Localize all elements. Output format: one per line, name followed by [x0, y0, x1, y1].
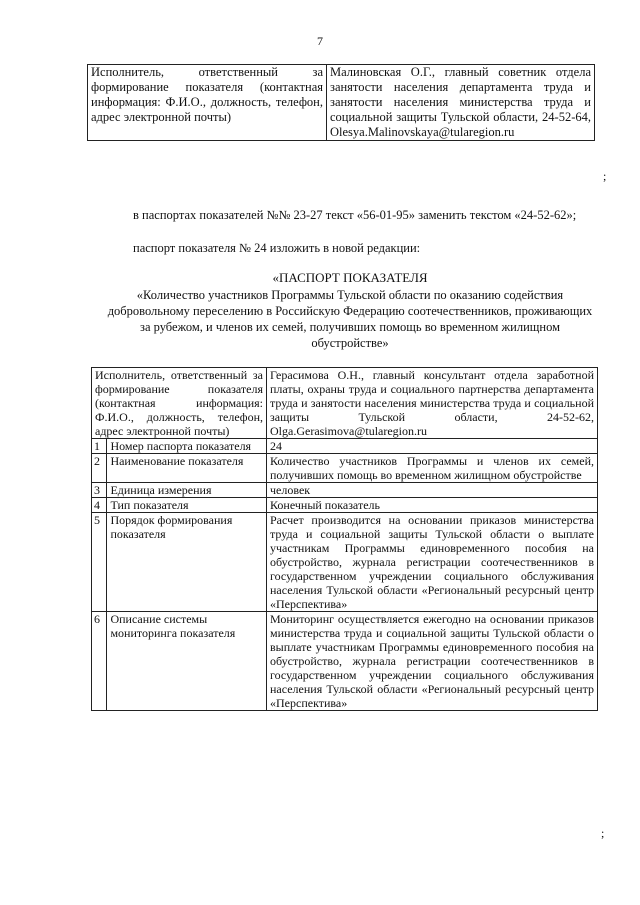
- row-number: 5: [92, 513, 107, 612]
- row-value: Мониторинг осуществляется ежегодно на основании приказов министерства труда и социальной защиты Тульской области о выплате участникам Программы единовременного пособия на обустройство, журнала регистрации соотечественников в государственном учреждении социального обслуживания населения Тульской области «Региональный ресурсный центр «Перспектива»: [267, 612, 598, 711]
- table-cell-label: Исполнитель, ответственный за формирование показателя (контактная информация: Ф.И.О., должность, телефон, адрес электронной почты): [88, 65, 327, 141]
- row-number: 2: [92, 454, 107, 483]
- semicolon: ;: [601, 826, 605, 840]
- row-value: человек: [267, 483, 598, 498]
- table-row: [92, 454, 598, 483]
- row-name: Наименование показателя: [107, 454, 267, 483]
- row-number: 4: [92, 498, 107, 513]
- row-value: 24: [267, 439, 598, 454]
- table-cell-value: Малиновская О.Г., главный советник отдела занятости населения департамента труда и занятости населения министерства труда и социальной защиты Тульской области, 24-52-64, Olesya.Malinovskaya@tularegion.ru: [327, 65, 595, 141]
- table-row: [88, 65, 595, 141]
- row-name: Порядок формирования показателя: [107, 513, 267, 612]
- row-name: Номер паспорта показателя: [107, 439, 267, 454]
- paragraph-replace-text: в паспортах показателей №№ 23-27 текст «56-01-95» заменить текстом «24-52-62»;: [133, 208, 577, 222]
- table-row: [92, 513, 598, 612]
- page-number: 7: [317, 34, 323, 48]
- row-value: Конечный показатель: [267, 498, 598, 513]
- row-name: Тип показателя: [107, 498, 267, 513]
- row-name: Описание системы мониторинга показателя: [107, 612, 267, 711]
- table-cell-label: Исполнитель, ответственный за формирование показателя (контактная информация: Ф.И.О., должность, телефон, адрес электронной почты): [92, 368, 267, 439]
- row-number: 1: [92, 439, 107, 454]
- row-value: Количество участников Программы и членов их семей, получивших помощь во временном жилищном обустройстве: [267, 454, 598, 483]
- table-row: [92, 368, 598, 439]
- semicolon: ;: [603, 169, 607, 183]
- row-number: 6: [92, 612, 107, 711]
- table-row: [92, 612, 598, 711]
- table-row: [92, 439, 598, 454]
- executor-table-old: [87, 64, 595, 141]
- table-row: [92, 483, 598, 498]
- table-row: [92, 498, 598, 513]
- indicator-passport-table: [91, 367, 598, 711]
- row-value: Расчет производится на основании приказов министерства труда и социальной защиты Тульской области о выплате участникам Программы единовременного пособия на обустройство, журнала регистрации соотечественников в государственном учреждении социального обслуживания населения Тульской области «Региональный ресурсный центр «Перспектива»: [267, 513, 598, 612]
- row-name: Единица измерения: [107, 483, 267, 498]
- table-cell-value: Герасимова О.Н., главный консультант отдела заработной платы, охраны труда и социального партнерства департамента труда и занятости населения министерства труда и социальной защиты Тульской области, 24-52-62, Olga.Gerasimova@tularegion.ru: [267, 368, 598, 439]
- passport-subtitle: «Количество участников Программы Тульской области по оказанию содействия добровольному переселению в Российскую Федерацию соотечественников, проживающих за рубежом, и членов их семей, получивших помощь во временном жилищном обустройстве»: [107, 288, 593, 350]
- row-number: 3: [92, 483, 107, 498]
- passport-title: «ПАСПОРТ ПОКАЗАТЕЛЯ: [272, 270, 428, 285]
- paragraph-new-edition: паспорт показателя № 24 изложить в новой редакции:: [133, 241, 421, 255]
